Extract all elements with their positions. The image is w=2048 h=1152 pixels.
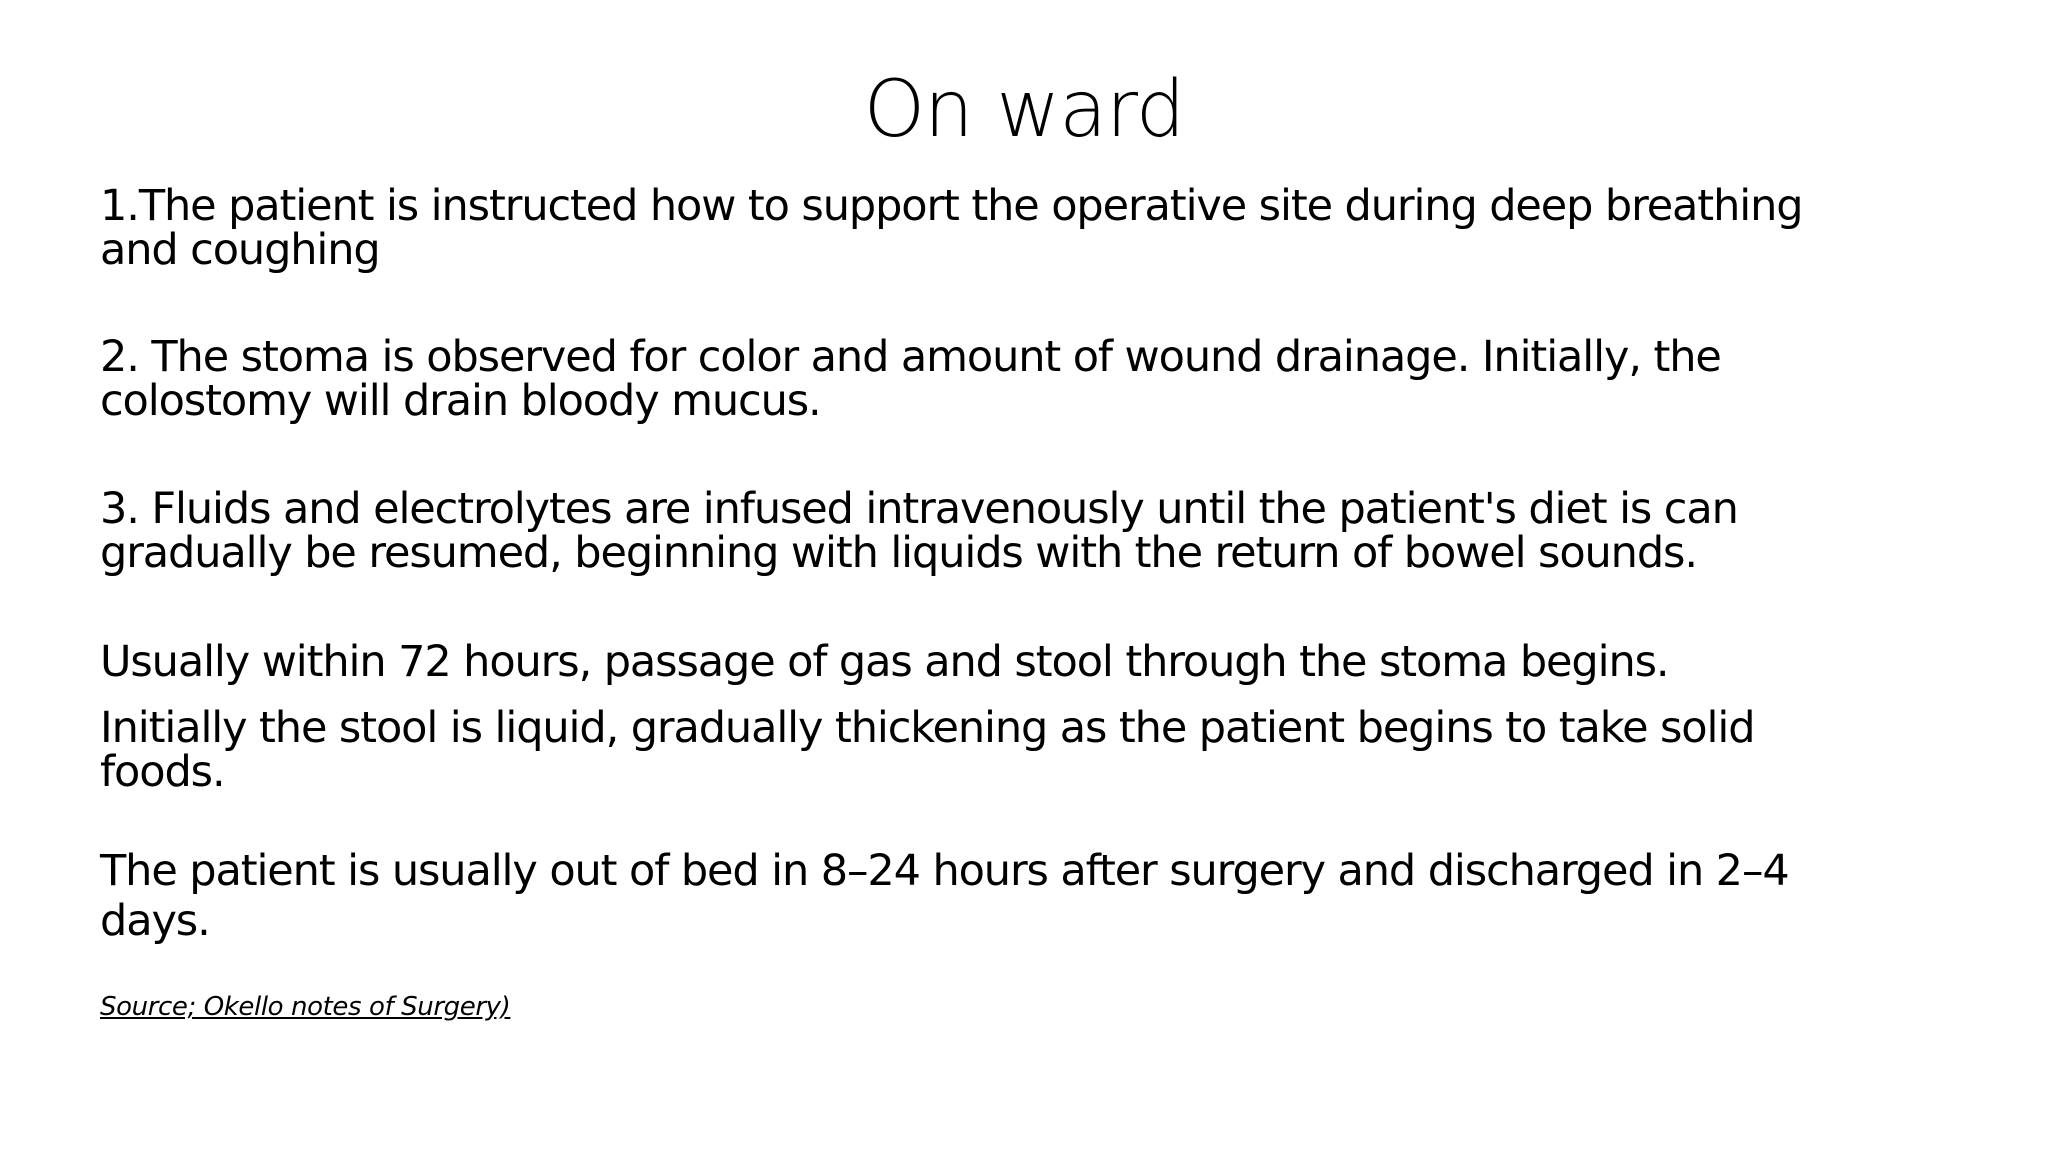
slide-title: On ward: [863, 65, 1185, 155]
point-1: 1.The patient is instructed how to support the operative site during deep breathing and coughing: [100, 181, 1803, 275]
point-6: The patient is usually out of bed in 8–24 hours after surgery and discharged in 2–4 days.: [100, 846, 1789, 946]
point-5: Initially the stool is liquid, gradually thickening as the patient begins to take solid foods.: [100, 703, 1755, 797]
point-4: Usually within 72 hours, passage of gas and stool through the stoma begins.: [100, 637, 1669, 687]
point-2: 2. The stoma is observed for color and amount of wound drainage. Initially, the colostomy will drain bloody mucus.: [100, 332, 1721, 426]
source-citation: Source; Okello notes of Surgery): [100, 992, 511, 1022]
point-3: 3. Fluids and electrolytes are infused intravenously until the patient's diet is can gradually be resumed, beginning with liquids with the return of bowel sounds.: [100, 484, 1738, 578]
